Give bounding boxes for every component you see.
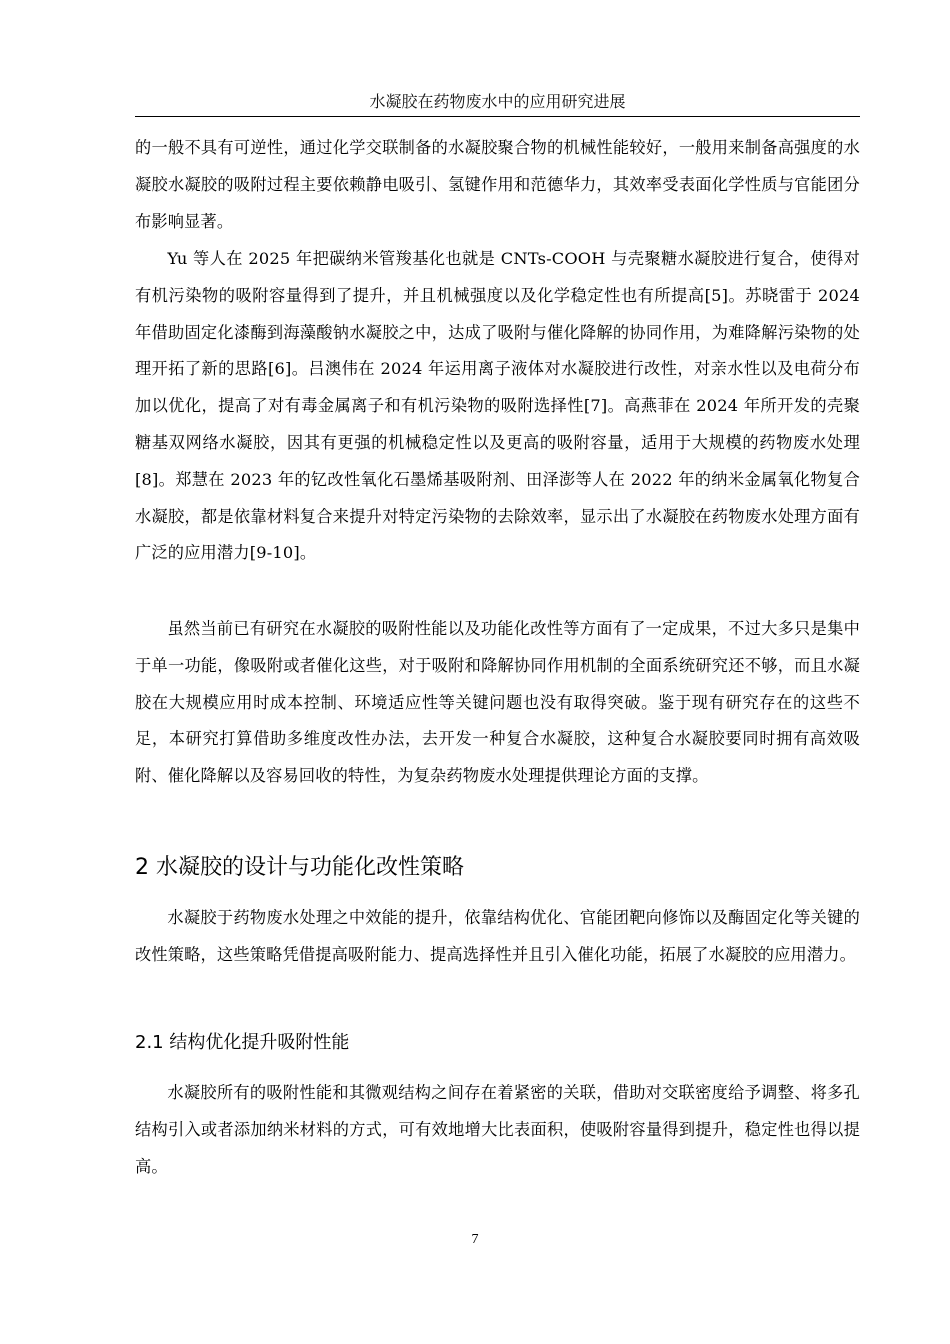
running-header: 水凝胶在药物废水中的应用研究进展: [369, 92, 626, 111]
header-rule: [135, 116, 860, 117]
page-number: 7: [471, 1232, 479, 1247]
paragraph-5: 水凝胶所有的吸附性能和其微观结构之间存在着紧密的关联，借助对交联密度给予调整、将多孔结构引入或者添加纳米材料的方式，可有效地增大比表面积，使吸附容量得到提升，稳定性也得以提高。: [135, 1083, 860, 1176]
paragraph-1: 的一般不具有可逆性，通过化学交联制备的水凝胶聚合物的机械性能较好，一般用来制备高强度的水凝胶水凝胶的吸附过程主要依赖静电吸引、氢键作用和范德华力，其效率受表面化学性质与官能团分布影响显著。: [135, 138, 860, 231]
paragraph-4: 水凝胶于药物废水处理之中效能的提升，依靠结构优化、官能团靶向修饰以及酶固定化等关键的改性策略，这些策略凭借提高吸附能力、提高选择性并且引入催化功能，拓展了水凝胶的应用潜力。: [135, 908, 860, 964]
section-2-1-heading: 2.1 结构优化提升吸附性能: [135, 1032, 350, 1053]
section-2-heading: 2 水凝胶的设计与功能化改性策略: [135, 855, 464, 880]
paragraph-2: Yu 等人在 2025 年把碳纳米管羧基化也就是 CNTs-COOH 与壳聚糖水凝胶进行复合，使得对有机污染物的吸附容量得到了提升，并且机械强度以及化学稳定性也有所提高[5]。苏晓雷于 2024 年借助固定化漆酶到海藻酸钠水凝胶之中，达成了吸附与催化降解的协同作用，为难降解污染物的处理开拓了新的思路[6]。吕澳伟在 2024 年运用离子液体对水凝胶进行改性，对亲水性以及电荷分布加以优化，提高了对有毒金属离子和有机污染物的吸附选择性[7]。高燕菲在 2024 年所开发的壳聚糖基双网络水凝胶，因其有更强的机械稳定性以及更高的吸附容量，适用于大规模的药物废水处理[8]。郑慧在 2023 年的钇改性氧化石墨烯基吸附剂、田泽澎等人在 2022 年的纳米金属氧化物复合水凝胶，都是依靠材料复合来提升对特定污染物的去除效率，显示出了水凝胶在药物废水处理方面有广泛的应用潜力[9-10]。: [135, 249, 860, 563]
paragraph-3: 虽然当前已有研究在水凝胶的吸附性能以及功能化改性等方面有了一定成果，不过大多只是集中于单一功能，像吸附或者催化这些，对于吸附和降解协同作用机制的全面系统研究还不够，而且水凝胶在大规模应用时成本控制、环境适应性等关键问题也没有取得突破。鉴于现有研究存在的这些不足，本研究打算借助多维度改性办法，去开发一种复合水凝胶，这种复合水凝胶要同时拥有高效吸附、催化降解以及容易回收的特性，为复杂药物废水处理提供理论方面的支撑。: [135, 619, 860, 786]
